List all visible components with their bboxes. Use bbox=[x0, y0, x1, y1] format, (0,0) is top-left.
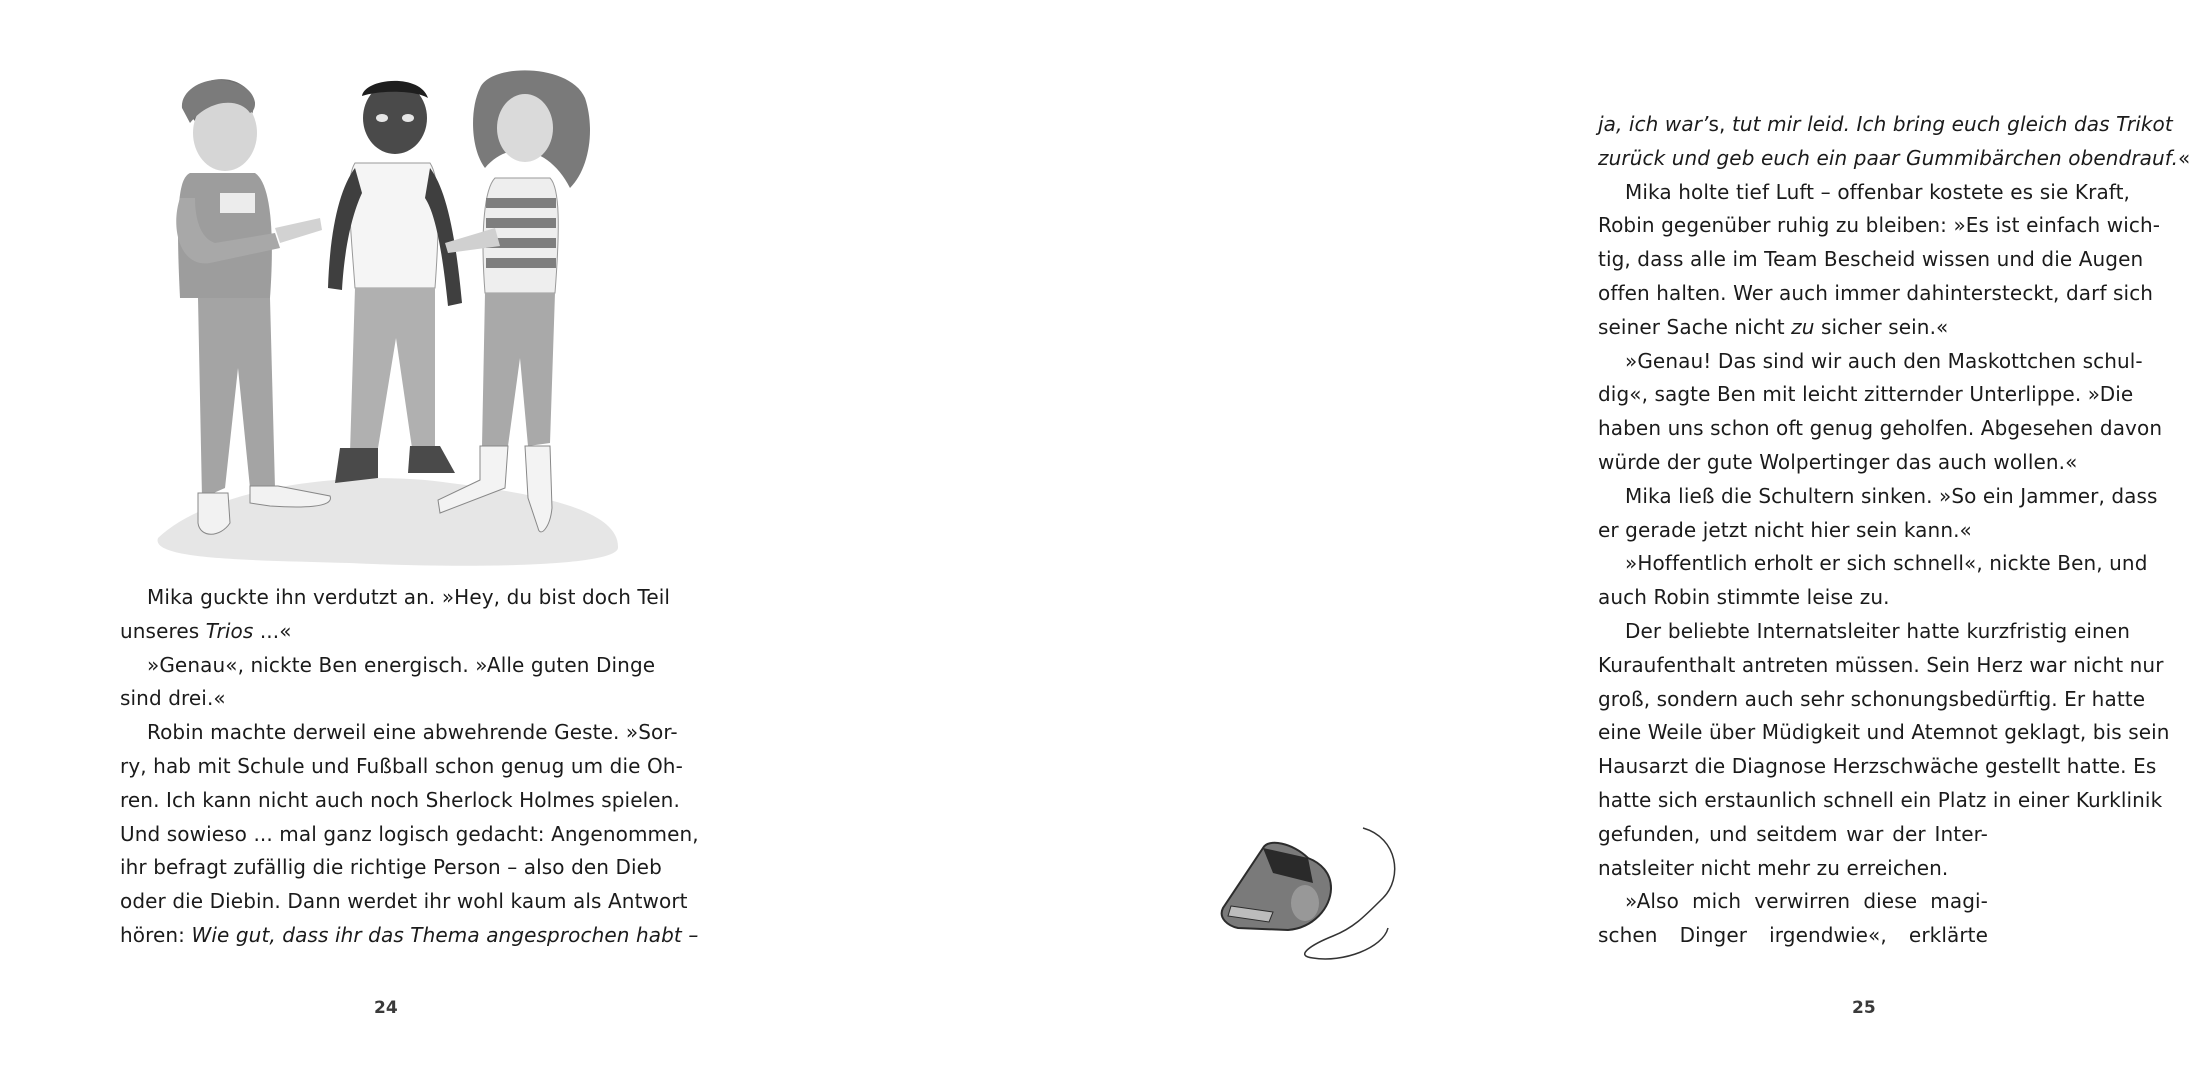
italic-text-segment: ja, ich war’ bbox=[1598, 112, 1709, 136]
text-line bbox=[120, 851, 662, 885]
text-segment: gefunden, und seitdem war der Inter- bbox=[1598, 821, 1988, 846]
text-segment: eine Weile über Müdigkeit und Atemnot geklagt, bis sein bbox=[1598, 720, 2170, 745]
text-line bbox=[1598, 176, 2130, 210]
text-segment: dig«, sagte Ben mit leicht zitternder Unterlippe. »Die bbox=[1598, 382, 2134, 407]
page-number-left: 24 bbox=[374, 998, 398, 1018]
text-segment: hatte sich erstaunlich schnell ein Platz in einer Kurklinik bbox=[1598, 787, 2163, 812]
left-page-body-text bbox=[120, 581, 699, 953]
text-segment: « bbox=[2178, 145, 2190, 170]
text-segment: er gerade jetzt nicht hier sein kann.« bbox=[1598, 517, 1972, 542]
text-segment: ...« bbox=[253, 618, 292, 643]
text-line bbox=[1598, 514, 2130, 548]
text-segment: ihr befragt zufällig die richtige Person – also den Dieb bbox=[120, 855, 662, 880]
text-segment: Robin machte derweil eine abwehrende Geste. »Sor- bbox=[147, 720, 678, 745]
text-line bbox=[1598, 378, 2134, 412]
text-line bbox=[1598, 209, 2161, 243]
text-line bbox=[120, 649, 656, 683]
text-segment: s, bbox=[1708, 112, 1732, 136]
text-segment: offen halten. Wer auch immer dahintersteckt, darf sich bbox=[1598, 280, 2154, 305]
text-segment: ry, hab mit Schule und Fußball schon genug um die Oh- bbox=[120, 753, 683, 778]
page-number-right: 25 bbox=[1852, 998, 1876, 1018]
text-segment: haben uns schon oft genug geholfen. Abgesehen davon bbox=[1598, 416, 2163, 441]
text-segment: Kuraufenthalt antreten müssen. Sein Herz war nicht nur bbox=[1598, 652, 2164, 677]
text-segment: »Also mich verwirren diese magi- bbox=[1625, 889, 1988, 914]
text-segment: Mika ließ die Schultern sinken. »So ein Jammer, dass bbox=[1625, 483, 2158, 508]
text-segment: »Hoffentlich erholt er sich schnell«, nickte Ben, und bbox=[1625, 551, 2148, 576]
text-line bbox=[1598, 547, 2148, 581]
right-page-body-text bbox=[1598, 108, 2190, 953]
text-segment: groß, sondern auch sehr schonungsbedürftig. Er hatte bbox=[1598, 686, 2146, 711]
text-segment: tig, dass alle im Team Bescheid wissen und die Augen bbox=[1598, 247, 2144, 272]
italic-text-segment: zu bbox=[1791, 314, 1815, 339]
text-segment: Und sowieso ... mal ganz logisch gedacht: Angenommen, bbox=[120, 821, 699, 846]
text-segment: ren. Ich kann nicht auch noch Sherlock Holmes spielen. bbox=[120, 787, 680, 812]
text-line bbox=[120, 581, 671, 615]
text-segment: »Genau! Das sind wir auch den Maskottchen schul- bbox=[1625, 348, 2143, 373]
text-segment: würde der gute Wolpertinger das auch wollen.« bbox=[1598, 449, 2078, 474]
text-line bbox=[1598, 683, 2146, 717]
text-line bbox=[1598, 446, 2130, 480]
text-line bbox=[1598, 818, 1988, 852]
text-line bbox=[1598, 142, 2190, 176]
text-segment: seiner Sache nicht bbox=[1598, 314, 1792, 339]
whistle-illustration bbox=[1213, 818, 1403, 963]
text-line bbox=[120, 615, 652, 649]
text-segment: natsleiter nicht mehr zu erreichen. bbox=[1598, 855, 1949, 880]
text-line bbox=[1598, 784, 2163, 818]
text-line bbox=[120, 919, 699, 953]
text-segment: auch Robin stimmte leise zu. bbox=[1598, 585, 1890, 610]
text-line bbox=[1598, 345, 2143, 379]
text-segment: »Genau«, nickte Ben energisch. »Alle guten Dinge bbox=[147, 652, 656, 677]
text-segment: unseres bbox=[120, 618, 206, 643]
text-line bbox=[1598, 412, 2163, 446]
text-line bbox=[1598, 919, 1988, 953]
text-segment: Mika holte tief Luft – offenbar kostete es sie Kraft, bbox=[1625, 179, 2130, 204]
text-segment: Hausarzt die Diagnose Herzschwäche gestellt hatte. Es bbox=[1598, 754, 2157, 779]
text-line bbox=[120, 716, 678, 750]
text-line bbox=[120, 750, 683, 784]
text-line bbox=[1598, 480, 2158, 514]
text-line bbox=[1598, 243, 2144, 277]
text-line bbox=[1598, 750, 2157, 784]
left-page bbox=[0, 0, 750, 1087]
text-line bbox=[1598, 649, 2164, 683]
text-segment: hören: bbox=[120, 922, 192, 947]
text-line bbox=[1598, 108, 2173, 142]
text-line bbox=[1598, 311, 2130, 345]
text-segment: sind drei.« bbox=[120, 686, 226, 711]
boy-middle-figure bbox=[328, 81, 462, 483]
text-segment: Mika guckte ihn verdutzt an. »Hey, du bist doch Teil bbox=[147, 585, 671, 609]
italic-text-segment: zurück und geb euch ein paar Gummibärchen obendrauf. bbox=[1598, 145, 2179, 170]
text-segment: schen Dinger irgendwie«, erklärte bbox=[1598, 923, 1988, 948]
text-segment: sicher sein.« bbox=[1814, 314, 1949, 339]
text-line bbox=[120, 682, 652, 716]
text-segment: Robin gegenüber ruhig zu bleiben: »Es ist einfach wich- bbox=[1598, 213, 2161, 238]
text-line bbox=[1598, 852, 1988, 886]
italic-text-segment: Wie gut, dass ihr das Thema angesprochen habt – bbox=[191, 922, 699, 947]
text-segment: oder die Diebin. Dann werdet ihr wohl kaum als Antwort bbox=[120, 889, 688, 914]
three-children-illustration bbox=[150, 68, 625, 568]
text-line bbox=[1598, 716, 2170, 750]
text-line bbox=[1598, 277, 2154, 311]
text-line bbox=[120, 818, 699, 852]
text-line bbox=[120, 885, 688, 919]
text-line bbox=[120, 784, 680, 818]
text-line bbox=[1598, 581, 2130, 615]
boy-left-figure bbox=[176, 79, 330, 534]
italic-text-segment: tut mir leid. Ich bring euch gleich das Trikot bbox=[1731, 112, 2173, 136]
text-segment: Der beliebte Internatsleiter hatte kurzfristig einen bbox=[1625, 618, 2130, 643]
italic-text-segment: Trios bbox=[205, 618, 254, 643]
text-line bbox=[1598, 885, 1988, 919]
text-line bbox=[1598, 615, 2130, 649]
